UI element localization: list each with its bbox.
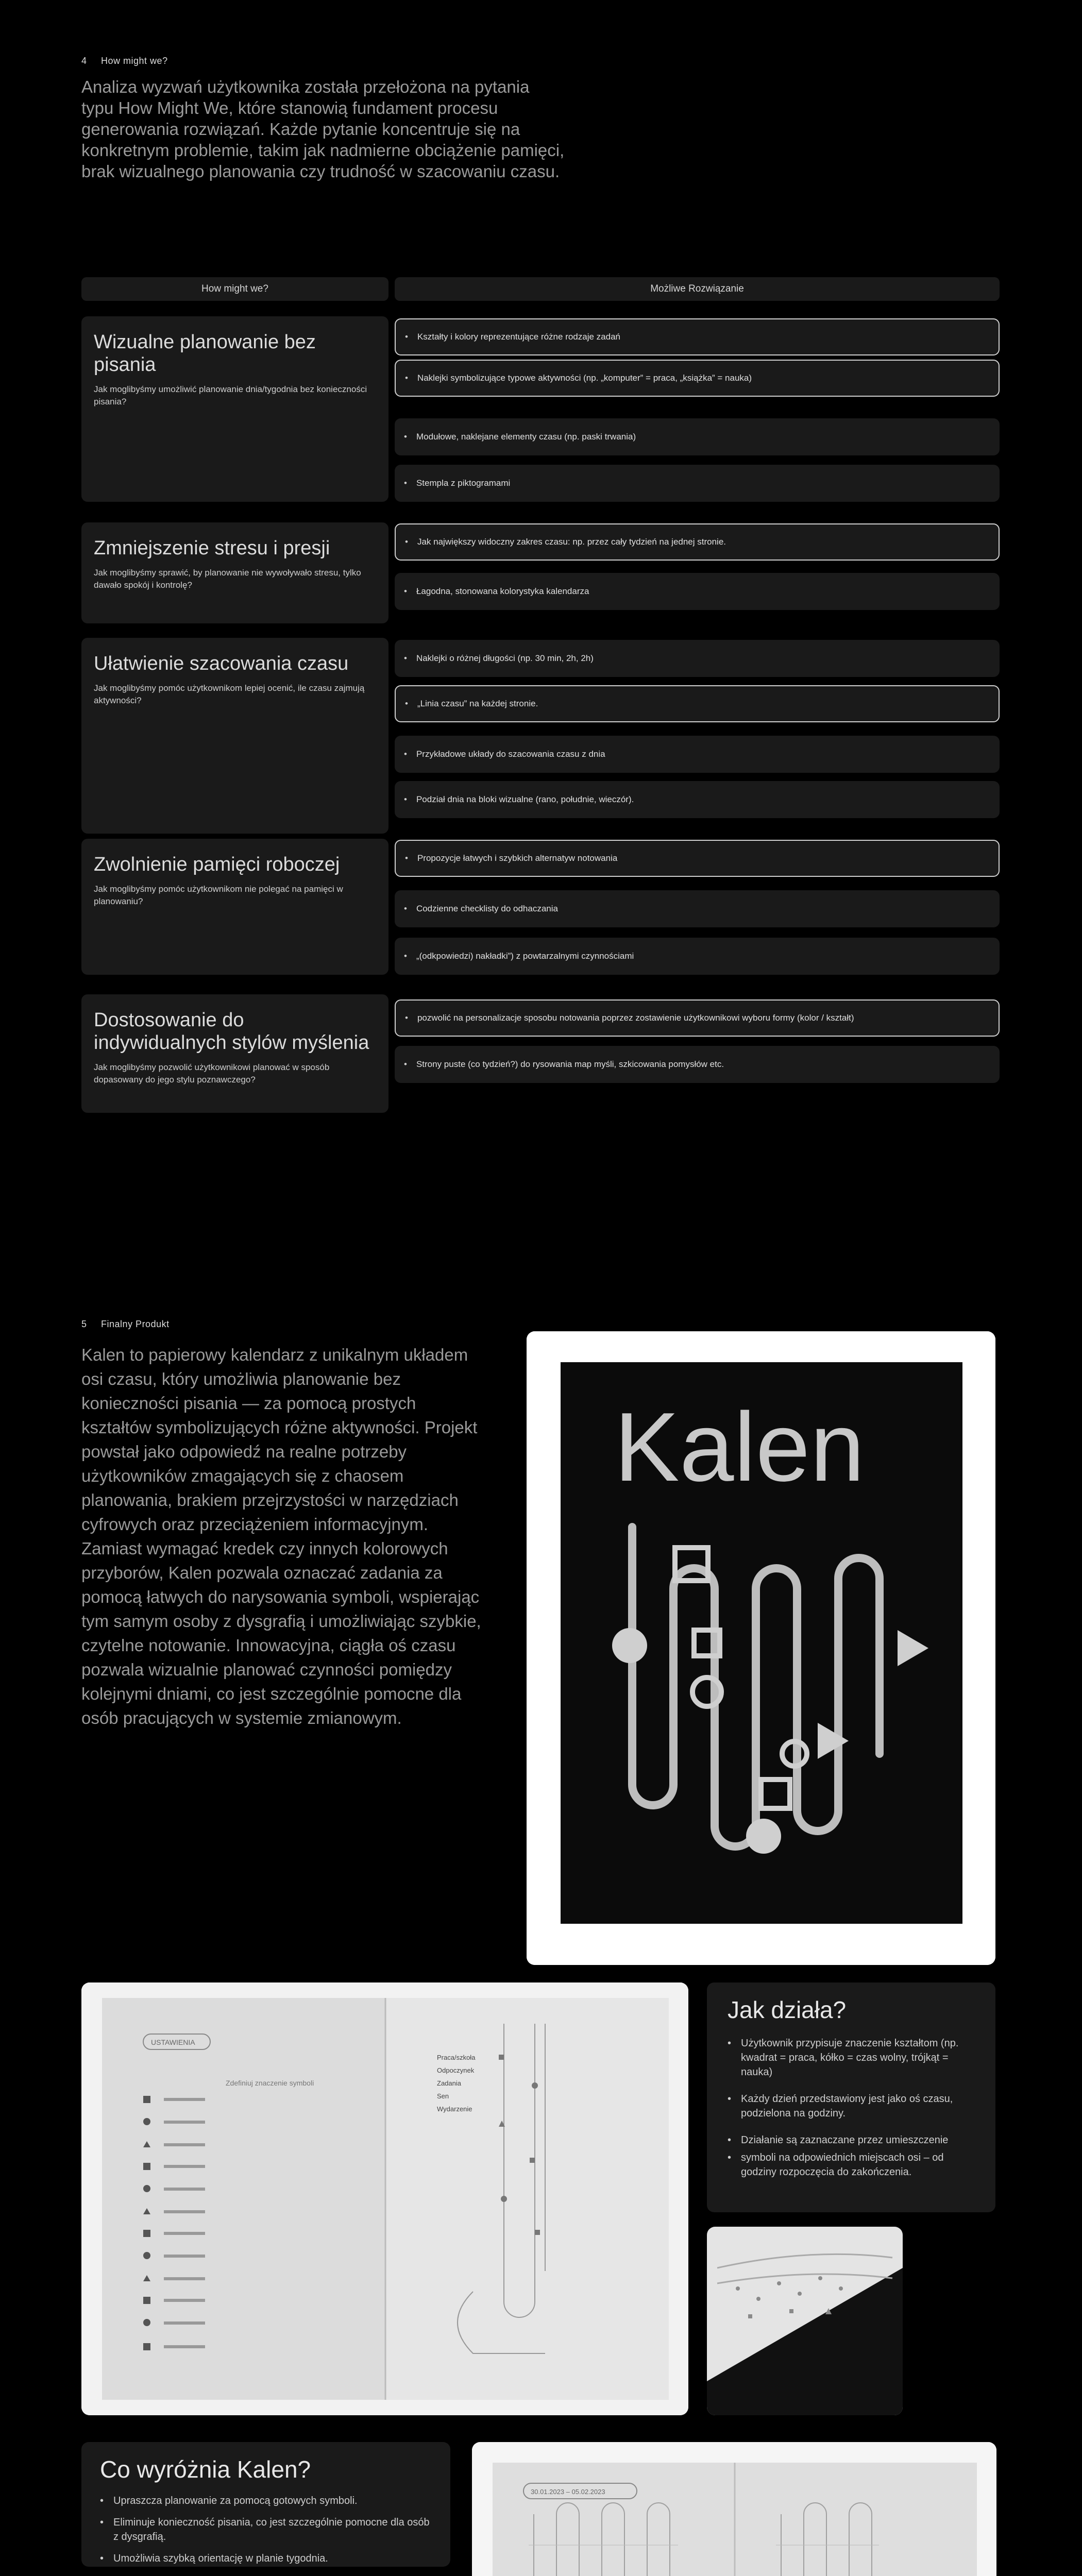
how-it-works-card: [707, 1982, 995, 2212]
hmw-card: [81, 638, 388, 834]
hmw-card: [81, 316, 388, 502]
solution-item: • Naklejki o różnej długości (np. 30 min, 2h, 2h): [395, 640, 1000, 677]
hmw-title: Zmniejszenie stresu i presji: [94, 537, 330, 559]
column-header-solutions: Możliwe Rozwiązanie: [395, 277, 1000, 301]
cover-title: Kalen: [614, 1393, 865, 1502]
spread-photo-settings: [81, 1982, 688, 2415]
hmw-question: Jak moglibyśmy sprawić, by planowanie nie wywoływało stresu, tylko dawało spokój i kontrolę?: [94, 568, 361, 590]
distinct-item: • Umożliwia szybką orientację w planie tygodnia.: [100, 2551, 432, 2566]
legend-item: Odpoczynek: [437, 2066, 475, 2074]
section-title: How might we?: [101, 56, 168, 66]
week-range: 30.01.2023 – 05.02.2023: [531, 2488, 605, 2496]
hmw-title: Wizualne planowanie bez pisania: [94, 331, 316, 376]
solution-item: • Propozycje łatwych i szybkich alternatyw notowania: [395, 840, 1000, 877]
how-title: Jak działa?: [728, 1996, 847, 2023]
hmw-title: Dostosowanie do indywidualnych stylów myślenia: [94, 1009, 369, 1054]
how-list: [728, 2036, 975, 2179]
how-item: • symboli na odpowiednich miejscach osi – od godziny rozpoczęcia do zakończenia.: [728, 2150, 975, 2179]
solution-item: • Codzienne checklisty do odhaczania: [395, 890, 1000, 927]
distinct-item: • Eliminuje konieczność pisania, co jest szczególnie pomocne dla osób z dysgrafią.: [100, 2515, 432, 2544]
solution-item: • pozwolić na personalizacje sposobu notowania poprzez zostawienie użytkownikowi wyboru formy (kolor / kształt): [395, 999, 1000, 1037]
distinct-title: Co wyróżnia Kalen?: [100, 2456, 311, 2483]
solution-item: • Przykładowe układy do szacowania czasu z dnia: [395, 736, 1000, 773]
solution-item: • Kształty i kolory reprezentujące różne rodzaje zadań: [395, 318, 1000, 355]
distinct-card: [81, 2442, 450, 2567]
hmw-title: Zwolnienie pamięci roboczej: [94, 854, 340, 875]
column-header-hmw: How might we?: [81, 277, 388, 301]
hmw-title: Ułatwienie szacowania czasu: [94, 653, 349, 674]
solution-item: • Podział dnia na bloki wizualne (rano, południe, wieczór).: [395, 781, 1000, 818]
solution-item: • Łagodna, stonowana kolorystyka kalendarza: [395, 573, 1000, 610]
section-title: Finalny Produkt: [101, 1319, 170, 1329]
section-label: [81, 56, 168, 66]
hmw-intro: Analiza wyzwań użytkownika została przełożona na pytania typu How Might We, które stanowią fundament procesu generowania rozwiązań. Każde pytanie koncentruje się na konkretnym problemie, takim jak nadmierne obciążenie pamięci, brak wizualnego planowania czy trudność w szacowaniu czasu.: [81, 77, 565, 181]
settings-note: Zdefiniuj znaczenie symboli: [226, 2079, 314, 2087]
product-description: Kalen to papierowy kalendarz z unikalnym układem osi czasu, który umożliwia planowanie bez konieczności pisania — za pomocą prostych kształtów symbolizujących różne aktywności. Projekt powstał jako odpowiedź na realne potrzeby użytkowników zmagających się z chaosem planowania, brakiem przejrzystości w narzędziach cyfrowych oraz przeciążeniem informacyjnym. Zamiast wymagać kredek czy innych kolorowych przyborów, Kalen pozwala oznaczać zadania za pomocą łatwych do narysowania symboli, wspierając tym samym osoby z dysgrafią i umożliwiając szybkie, czytelne notowanie. Innowacyjna, ciągła oś czasu pozwala wizualnie planować czynności pomiędzy kolejnymi dniami, co jest szczególnie pomocne dla osób pracujących w systemie zmianowym.: [81, 1345, 481, 1727]
distinct-list: [100, 2494, 432, 2566]
solution-item: • Modułowe, naklejane elementy czasu (np. paski trwania): [395, 418, 1000, 455]
section-number: 4: [81, 56, 87, 66]
hmw-question: Jak moglibyśmy pomóc użytkownikom lepiej ocenić, ile czasu zajmują aktywności?: [94, 683, 365, 705]
hmw-card: [81, 839, 388, 975]
hmw-question: Jak moglibyśmy pozwolić użytkownikowi planować w sposób dopasowany do jego stylu poznawczego?: [94, 1062, 330, 1084]
solution-item: • „Linia czasu” na każdej stronie.: [395, 685, 1000, 722]
how-item: • Każdy dzień przedstawiony jest jako oś czasu, podzielona na godziny.: [728, 2092, 975, 2121]
spread-photo-week: [472, 2442, 996, 2576]
section-label: [81, 1319, 170, 1330]
detail-photo: [707, 2227, 903, 2415]
cover-illustration: [527, 1331, 995, 1965]
how-item: • Działanie są zaznaczane przez umieszczenie: [728, 2133, 975, 2147]
spread-illustration: [81, 1982, 688, 2415]
spread-illustration: [472, 2442, 996, 2576]
hmw-card: [81, 994, 388, 1113]
solution-item: • Jak największy widoczny zakres czasu: np. przez cały tydzień na jednej stronie.: [395, 523, 1000, 561]
distinct-item: • Upraszcza planowanie za pomocą gotowych symboli.: [100, 2494, 432, 2508]
solution-item: • „(odkpowiedzi) nakładki”) z powtarzalnymi czynnościami: [395, 938, 1000, 975]
solution-item: • Strony puste (co tydzień?) do rysowania map myśli, szkicowania pomysłów etc.: [395, 1046, 1000, 1083]
legend-item: Zadania: [437, 2079, 461, 2087]
legend-item: Sen: [437, 2092, 449, 2100]
how-item: • Użytkownik przypisuje znaczenie kształtom (np. kwadrat = praca, kółko = czas wolny, trójkąt = nauka): [728, 2036, 975, 2079]
solution-item: • Stempla z piktogramami: [395, 465, 1000, 502]
legend-item: Praca/szkoła: [437, 2054, 476, 2061]
detail-illustration: [707, 2227, 903, 2415]
solution-item: • Naklejki symbolizujące typowe aktywności (np. „komputer” = praca, „książka” = nauka): [395, 360, 1000, 397]
settings-label: USTAWIENIA: [151, 2038, 195, 2046]
section-number: 5: [81, 1319, 87, 1329]
hmw-card: [81, 522, 388, 623]
legend-item: Wydarzenie: [437, 2105, 472, 2113]
hmw-question: Jak moglibyśmy pomóc użytkownikom nie polegać na pamięci w planowaniu?: [94, 884, 343, 906]
hmw-question: Jak moglibyśmy umożliwić planowanie dnia/tygodnia bez konieczności pisania?: [94, 384, 367, 406]
cover-photo: [527, 1331, 995, 1965]
